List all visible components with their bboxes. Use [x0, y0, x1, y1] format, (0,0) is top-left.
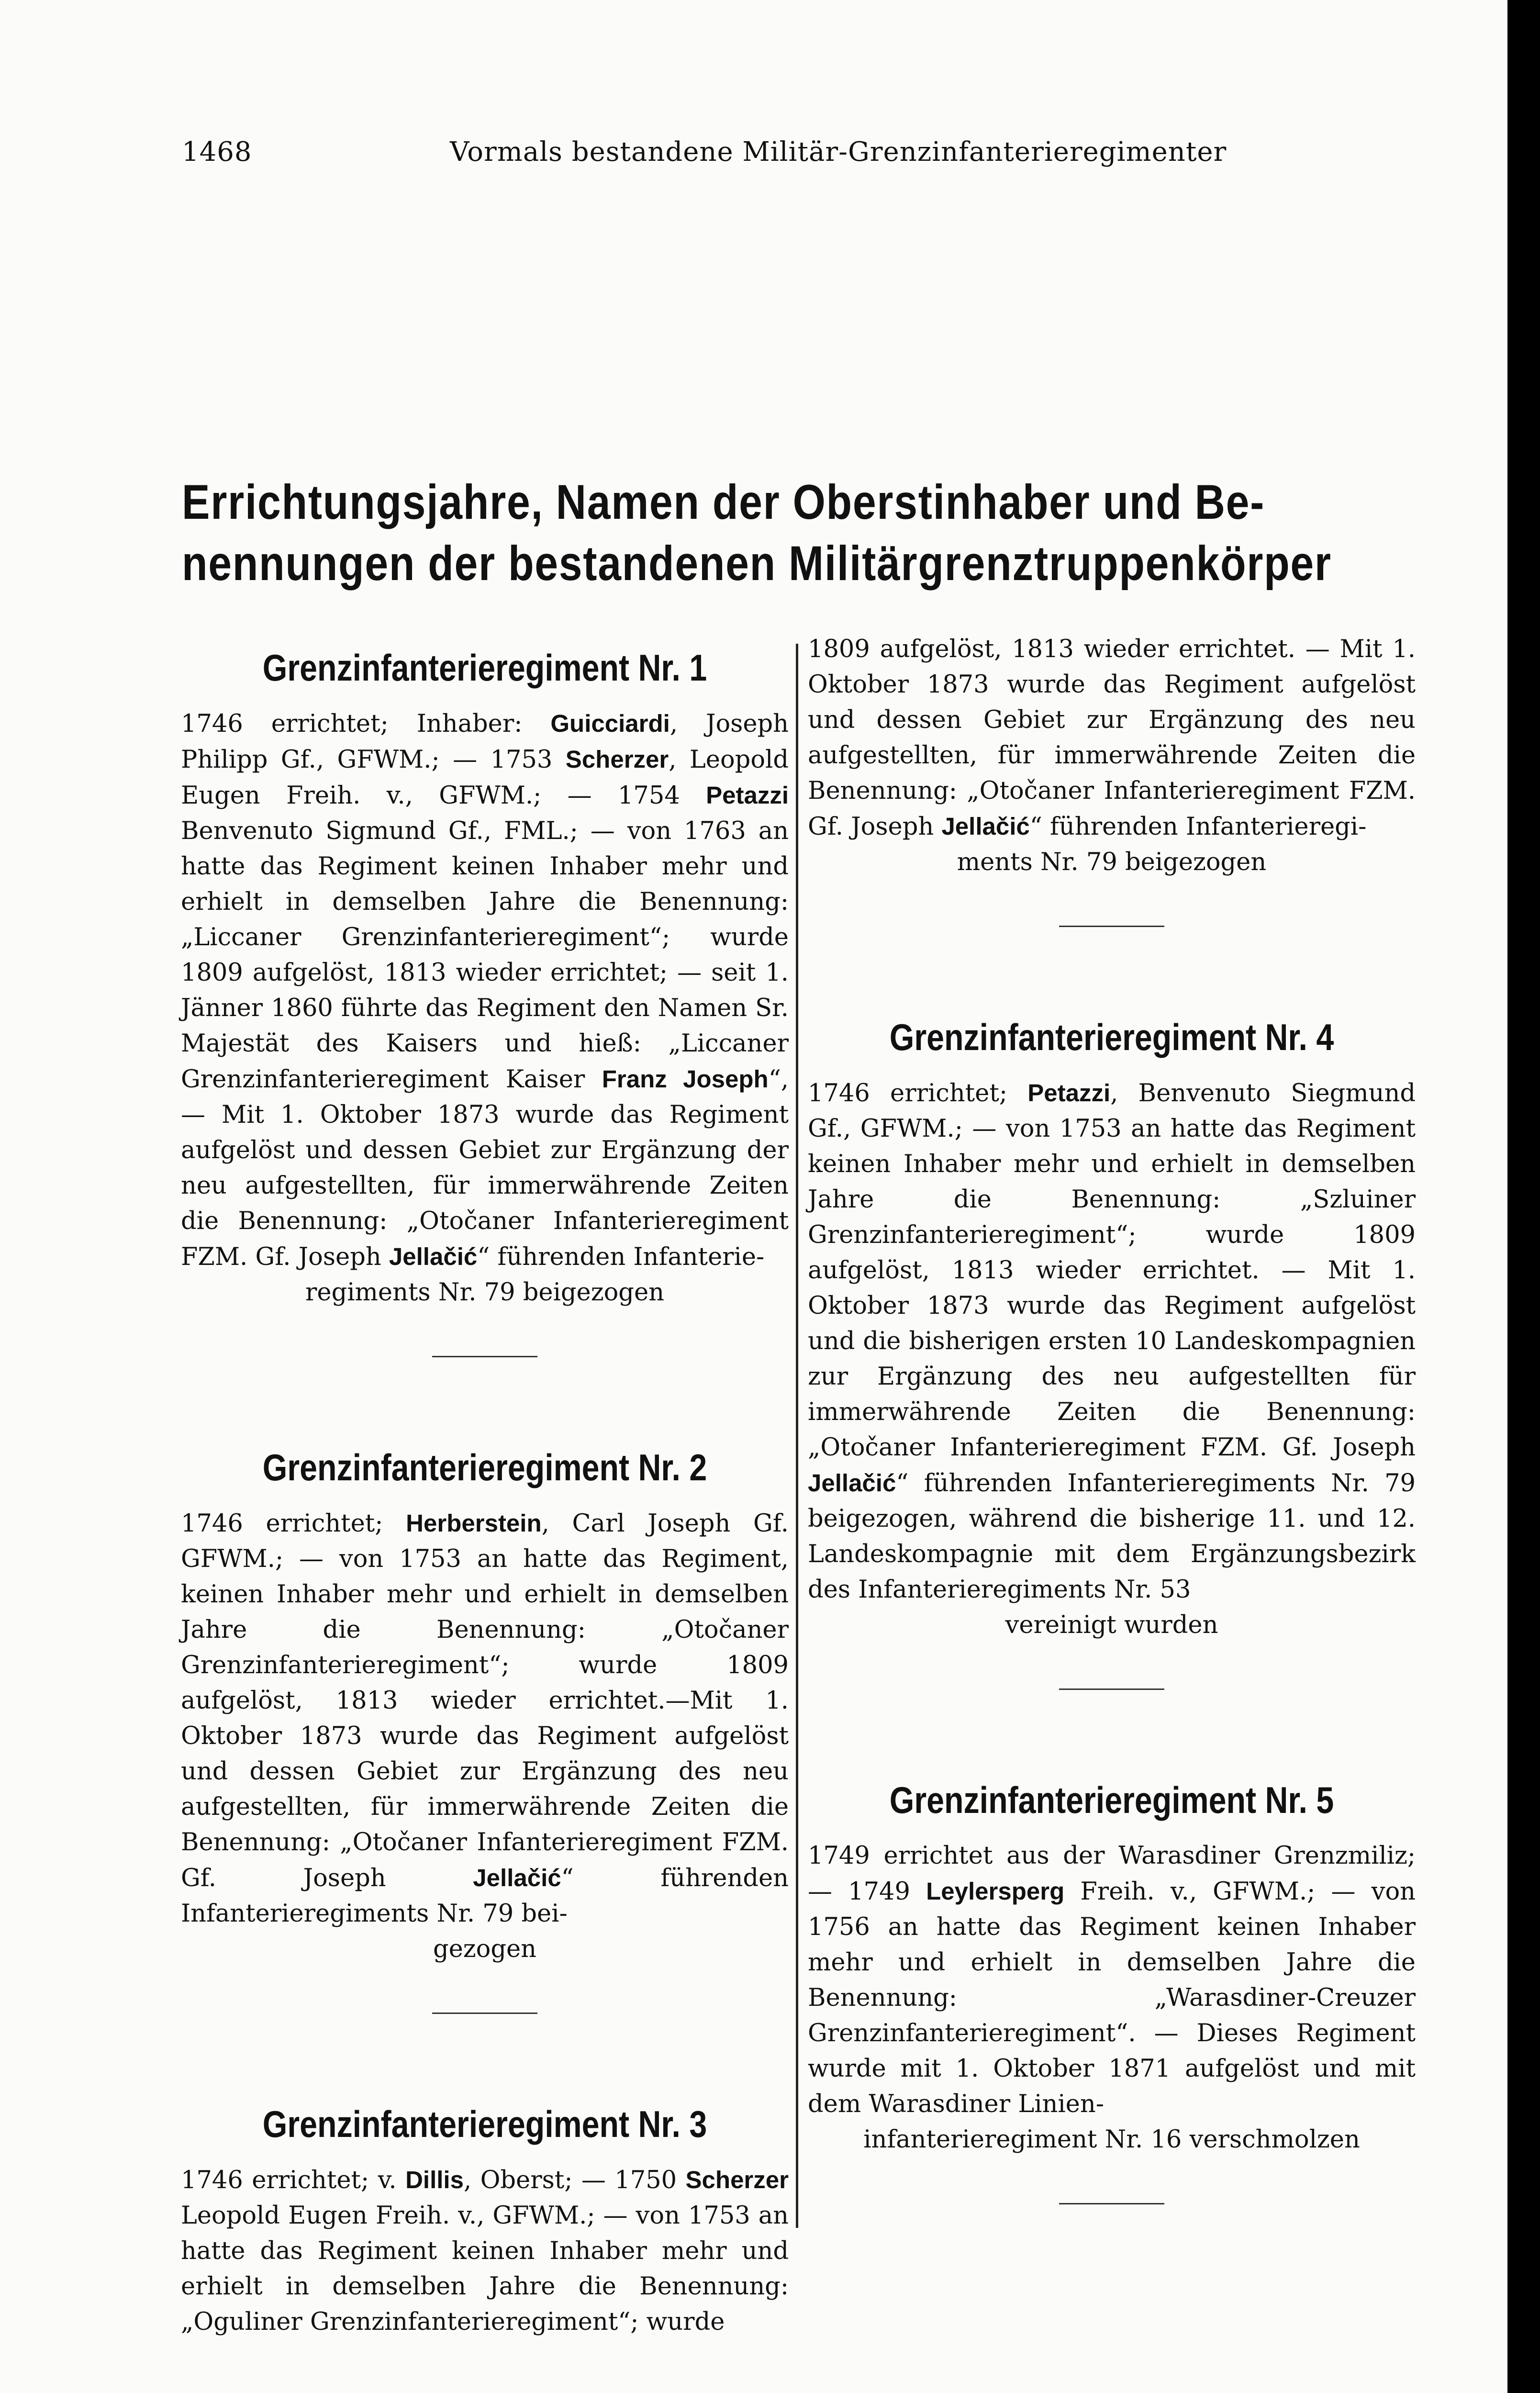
text-run: , Benvenuto Siegmund Gf., GFWM.; — von 1753 an hatte das Regiment keinen Inhaber mehr und erhielt in demselben Jahre die Benennung: „Szluiner Grenzinfanterieregiment“; wurde 1809 aufgelöst, 1813 wieder errichtet. — Mit 1. Oktober 1873 wurde das Regiment aufgelöst und die bisherigen ersten 10 Landeskompagnien zur Ergänzung des neu aufgestellten für immerwährende Zeiten die Benennung: „Otočaner Infanterieregiment FZM. Gf. Joseph: [808, 1079, 1416, 1462]
text-run: “ führenden Infanterie-: [477, 1243, 765, 1271]
section-separator: [1059, 2203, 1164, 2204]
section-paragraph: [808, 1075, 1416, 1608]
section-separator: [1059, 926, 1164, 927]
section-final-line: vereinigt wurden: [1005, 1611, 1218, 1639]
section-body: [181, 2162, 789, 2340]
section-body: [808, 632, 1416, 880]
person-name: Franz Joseph: [602, 1065, 769, 1093]
person-name: Guicciardi: [550, 710, 670, 737]
person-name: Jellačić: [941, 813, 1030, 840]
title-line-1: Errichtungsjahre, Namen der Oberstinhaber und Be-: [182, 475, 1265, 529]
section-separator: [432, 2013, 537, 2014]
text-run: , Joseph Philipp Gf., GFWM.; — 1753: [181, 710, 789, 774]
section-separator: [432, 1356, 537, 1357]
person-name: Scherzer: [685, 2166, 789, 2193]
section-body: [808, 1075, 1416, 1643]
section-regiment-3-continued: [808, 632, 1416, 927]
section-regiment-1: [181, 644, 789, 1357]
text-run: , Oberst; — 1750: [463, 2166, 686, 2194]
left-column: [181, 644, 789, 2340]
section-regiment-4: [808, 1013, 1416, 1690]
text-run: , Leopold Eugen Freih. v., GFWM.; — 1754: [181, 746, 789, 810]
right-column: [808, 632, 1416, 2291]
scan-edge: [1507, 0, 1540, 2393]
person-name: Herberstein: [406, 1510, 542, 1537]
section-heading: Grenzinfanterieregiment Nr. 3: [262, 2103, 707, 2145]
section-paragraph: [808, 1838, 1416, 2122]
section-heading: Grenzinfanterieregiment Nr. 1: [262, 647, 707, 689]
page-number: 1468: [182, 136, 252, 168]
section-heading: Grenzinfanterieregiment Nr. 2: [262, 1446, 707, 1488]
text-run: 1809 aufgelöst, 1813 wieder errichtet. — Mit 1. Oktober 1873 wurde das Regiment aufgelöst und dessen Gebiet zur Ergänzung des neu aufgestellten, für immerwährende Zeiten die Benennung: „Otočaner Infanterieregiment FZM. Gf. Joseph: [808, 635, 1416, 841]
text-run: “ führenden Infanterieregiments Nr. 79 beigezogen, während die bisherige 11. und 12. Landeskompagnie mit dem Ergänzungsbezirk des Infanterieregiments Nr. 53: [808, 1469, 1416, 1604]
section-paragraph: [808, 632, 1416, 845]
person-name: Petazzi: [1027, 1079, 1111, 1107]
text-run: Benvenuto Sigmund Gf., FML.; — von 1763 an hatte das Regiment keinen Inhaber mehr und erhielt in demselben Jahre die Benennung: „Liccaner Grenzinfanterieregiment“; wurde 1809 aufgelöst, 1813 wieder errichtet; — seit 1. Jänner 1860 führte das Regiment den Namen Sr. Majestät des Kaisers und hieß: „Liccaner Grenzinfanterieregiment Kaiser: [181, 817, 789, 1094]
text-run: “ führenden Infanterieregi-: [1029, 813, 1367, 841]
section-final-line: gezogen: [433, 1935, 537, 1963]
person-name: Leylersperg: [926, 1878, 1065, 1905]
text-run: 1746 errichtet; v.: [181, 2166, 406, 2194]
section-paragraph: [181, 1506, 789, 1932]
column-divider: [796, 644, 798, 2228]
person-name: Jellačić: [808, 1469, 896, 1497]
text-run: 1746 errichtet;: [808, 1079, 1028, 1107]
text-run: , Carl Joseph Gf. GFWM.; — von 1753 an hatte das Regiment, keinen Inhaber mehr und erhielt in demselben Jahre die Benennung: „Otočaner Grenzinfanterieregiment“; wurde 1809 aufgelöst, 1813 wieder errichtet.—Mit 1. Oktober 1873 wurde das Regiment aufgelöst und dessen Gebiet zur Ergänzung des neu aufgestellten, für immerwährende Zeiten die Benennung: „Otočaner Infanterieregiment FZM. Gf. Joseph: [181, 1510, 789, 1892]
person-name: Dillis: [405, 2166, 464, 2193]
section-paragraph: [181, 2162, 789, 2340]
text-run: Freih. v., GFWM.; — von 1756 an hatte das Regiment keinen Inhaber mehr und erhielt in demselben Jahre die Benennung: „Warasdiner-Creuzer Grenzinfanterieregiment“. — Dieses Regiment wurde mit 1. Oktober 1871 aufgelöst und mit dem Warasdiner Linien-: [808, 1878, 1416, 2118]
section-regiment-2: [181, 1443, 789, 2014]
title-line-2: nennungen der bestandenen Militärgrenztruppenkörper: [182, 536, 1332, 591]
section-separator: [1059, 1689, 1164, 1690]
section-heading: Grenzinfanterieregiment Nr. 5: [889, 1779, 1334, 1821]
section-heading: Grenzinfanterieregiment Nr. 4: [889, 1016, 1334, 1058]
section-body: [181, 706, 789, 1310]
section-paragraph: [181, 706, 789, 1275]
person-name: Jellačić: [389, 1243, 478, 1270]
text-run: “, — Mit 1. Oktober 1873 wurde das Regiment aufgelöst und dessen Gebiet zur Ergänzung der neu aufgestellten, für immerwährende Zeiten die Benennung: „Otočaner Infanterieregiment FZM. Gf. Joseph: [181, 1065, 789, 1271]
section-final-line: ments Nr. 79 beigezogen: [957, 848, 1267, 876]
section-final-line: infanterieregiment Nr. 16 verschmolzen: [863, 2125, 1360, 2154]
section-final-line: regiments Nr. 79 beigezogen: [305, 1278, 664, 1307]
text-run: “ führenden Infanterieregiments Nr. 79 bei-: [181, 1864, 789, 1928]
person-name: Petazzi: [706, 782, 789, 809]
running-title: Vormals bestandene Militär-Grenzinfanterieregimenter: [450, 136, 1227, 168]
person-name: Jellačić: [473, 1864, 561, 1891]
text-run: Leopold Eugen Freih. v., GFWM.; — von 1753 an hatte das Regiment keinen Inhaber mehr und erhielt in demselben Jahre die Benennung: „Oguliner Grenzinfanterieregiment“; wurde: [181, 2202, 789, 2336]
section-body: [181, 1506, 789, 1967]
section-body: [808, 1838, 1416, 2158]
text-run: 1749 errichtet aus der Warasdiner Grenzmiliz; — 1749: [808, 1842, 1416, 1906]
text-run: 1746 errichtet; Inhaber:: [181, 710, 551, 738]
page-title: [182, 471, 1332, 594]
person-name: Scherzer: [565, 746, 669, 773]
section-regiment-5: [808, 1776, 1416, 2204]
section-regiment-3: [181, 2100, 789, 2340]
text-run: 1746 errichtet;: [181, 1510, 406, 1538]
